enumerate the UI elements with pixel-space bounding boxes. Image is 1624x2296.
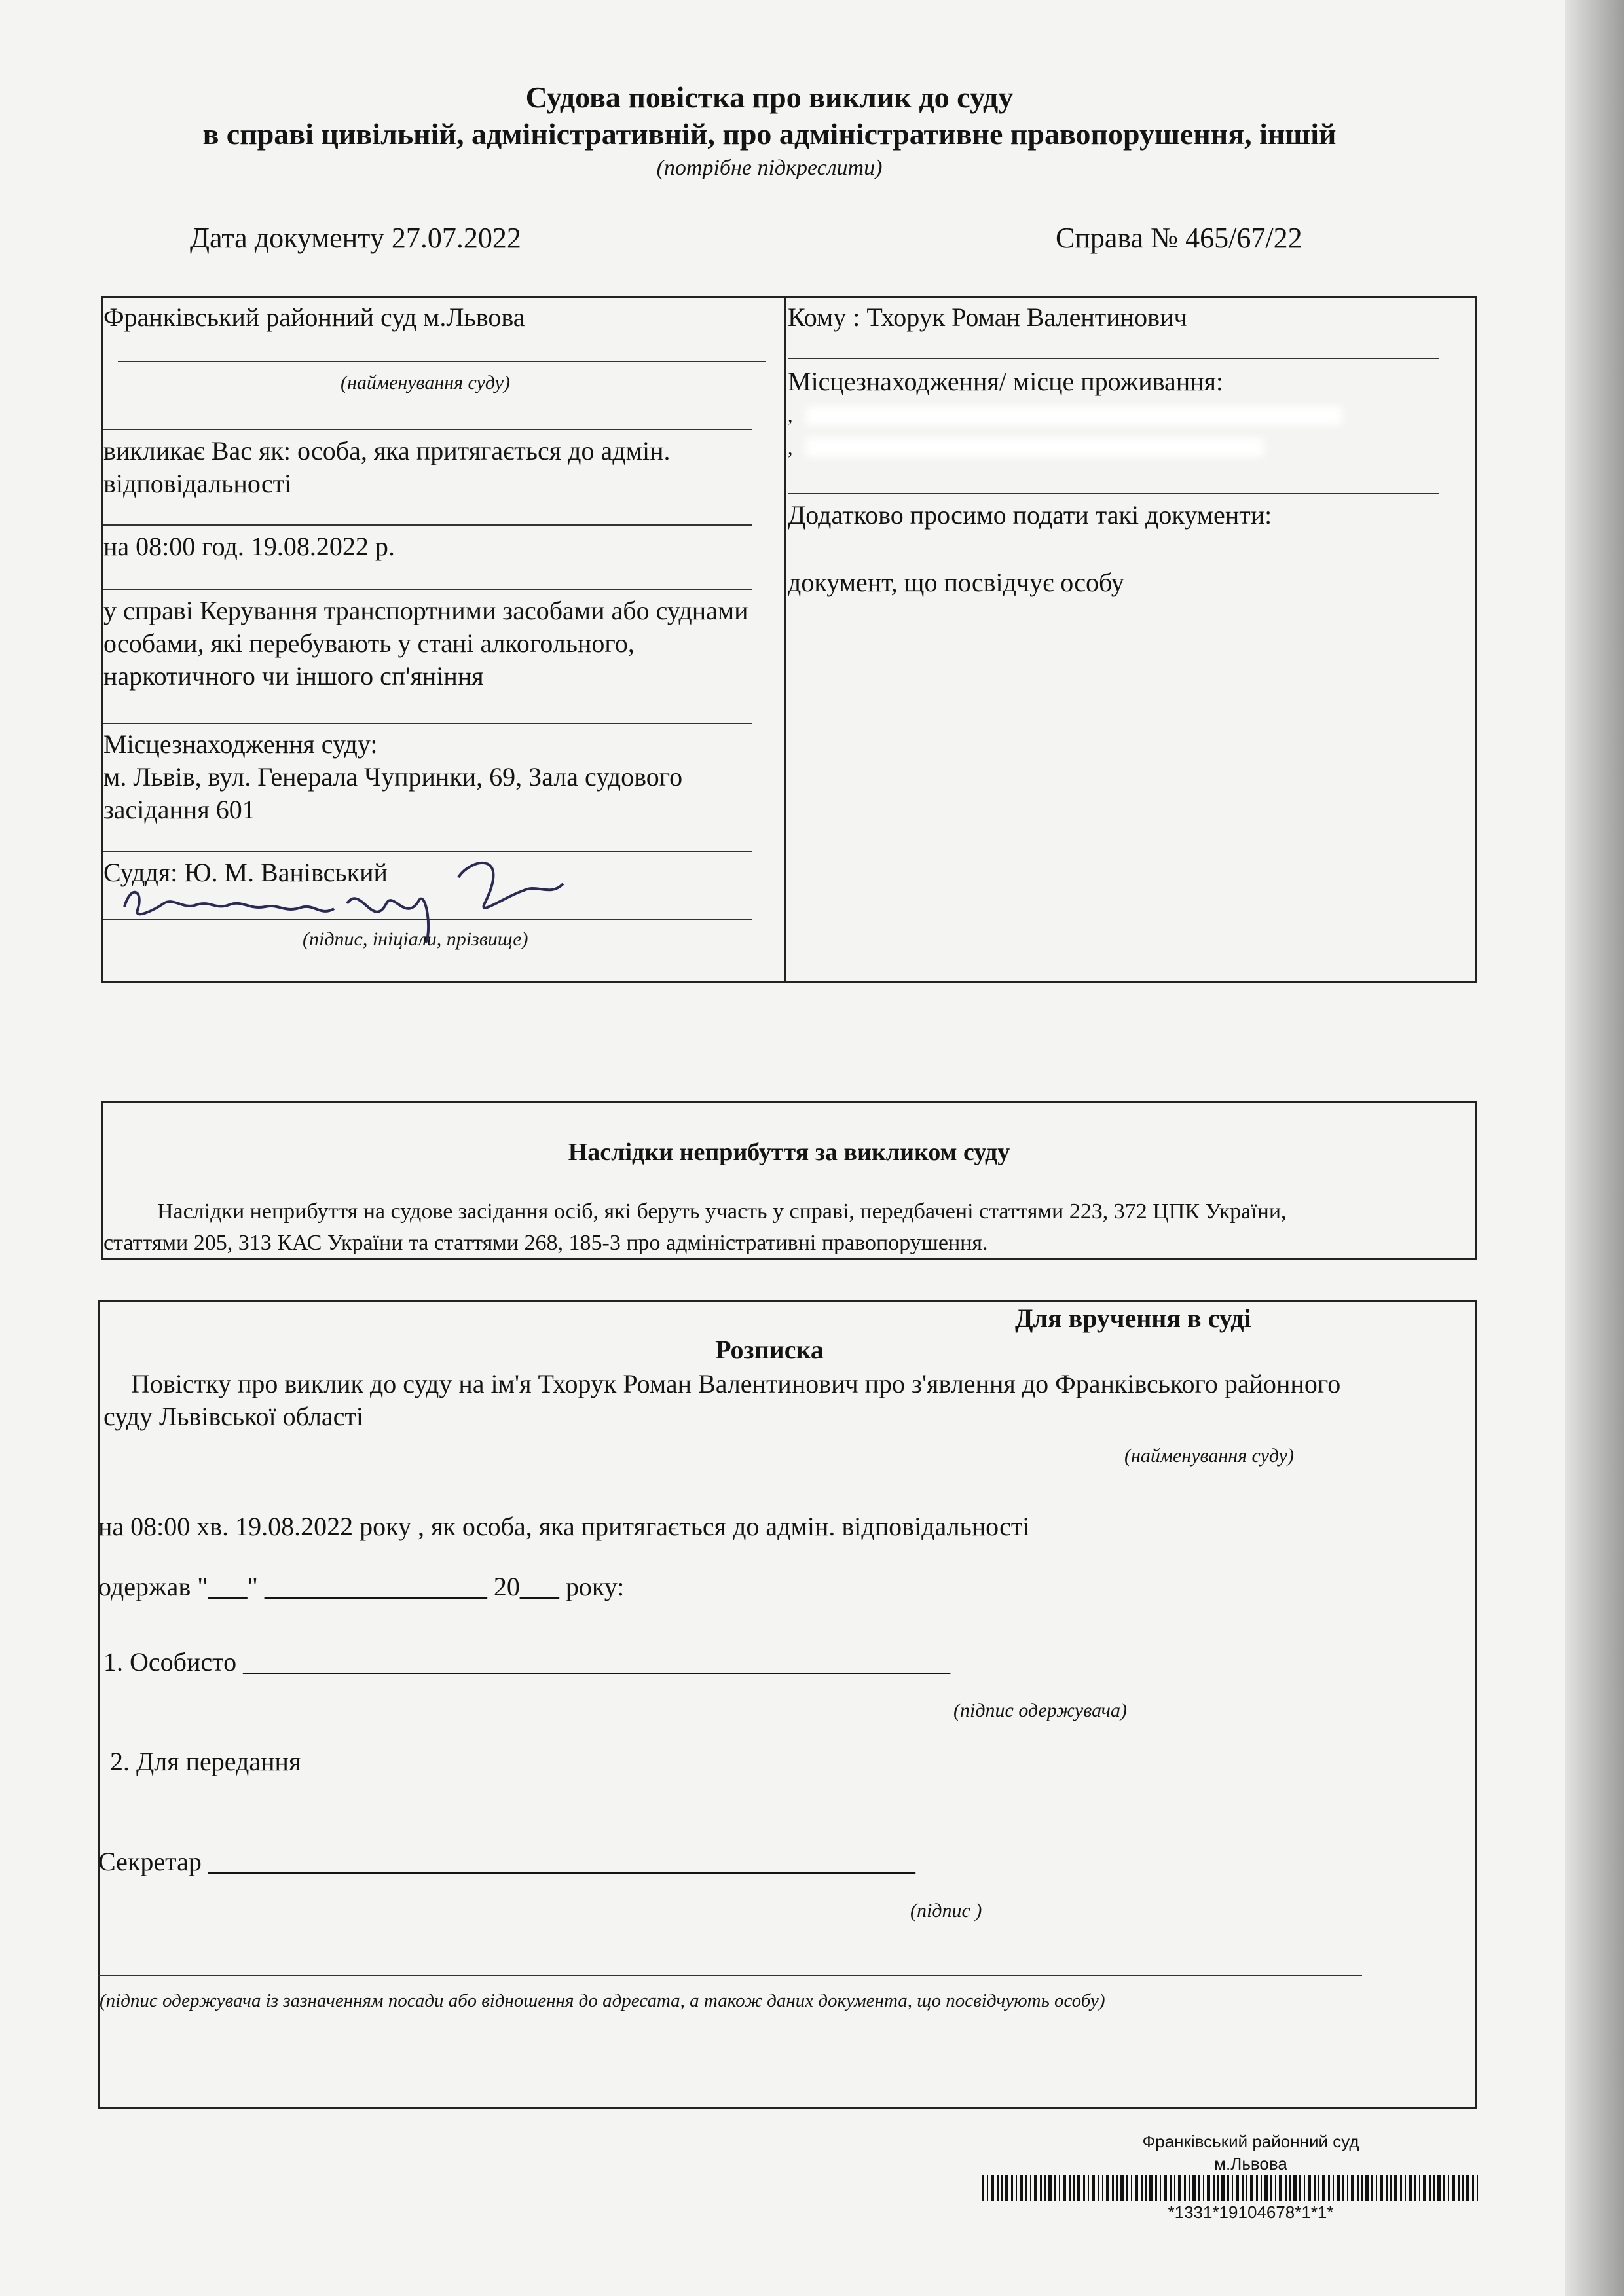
recipient-signature-line [98, 1975, 1362, 1976]
receipt-court-caption: (найменування суду) [1124, 1445, 1294, 1467]
footer-caption: (підпис одержувача із зазначенням посади або відношення до адресата, а також даних документа, що посвідчують особу) [100, 1990, 1105, 2011]
secretary-signature-caption: (підпис ) [910, 1900, 982, 1922]
separator [788, 493, 1439, 494]
separator [103, 524, 752, 526]
hearing-time: на 08:00 год. 19.08.2022 р. [103, 532, 395, 561]
court-stamp-line-1: Франківський районний суд [1142, 2132, 1359, 2151]
separator [103, 919, 752, 920]
residence-label: Місцезнаходження/ місце проживання: [788, 367, 1224, 396]
redacted-comma: , [788, 437, 793, 459]
separator [103, 429, 752, 430]
court-name-caption: (найменування суду) [341, 372, 510, 393]
column-divider [784, 296, 786, 983]
summons-as: викликає Вас як: особа, яка притягається до адмін. відповідальності [103, 436, 671, 498]
receipt-line-1: Повістку про виклик до суду на ім'я Тхорук Роман Валентинович про з'явлення до Франківського районного [131, 1369, 1341, 1398]
judge-name: Суддя: Ю. М. Ванівський [103, 858, 388, 887]
separator [103, 589, 752, 590]
for-court-delivery: Для вручення в суді [1015, 1303, 1251, 1333]
receipt-line-2: суду Львівської області [103, 1402, 364, 1431]
consequences-text-1: Наслідки неприбуття на судове засідання осіб, які беруть участь у справі, передбачені статтями 223, 372 ЦПК України, [157, 1199, 1287, 1224]
case-description: у справі Керування транспортними засобами або суднами особами, які перебувають у стані алкогольного, наркотичного чи іншого сп'яніння [103, 596, 748, 691]
barcode-number: *1331*19104678*1*1* [1168, 2202, 1334, 2222]
title-line-1: Судова повістка про виклик до суду [525, 81, 1014, 114]
barcode [982, 2175, 1480, 2201]
separator [103, 723, 752, 724]
documents-request: Додатково просимо подати такі документи: [788, 500, 1272, 530]
documents-value: документ, що посвідчує особу [788, 568, 1124, 597]
redacted-address [805, 437, 1264, 457]
page-edge-shadow [1565, 0, 1624, 2296]
signature-caption: (підпис, ініціали, прізвище) [303, 928, 528, 950]
case-number: Справа № 465/67/22 [1056, 222, 1302, 254]
title-line-2: в справі цивільній, адміністративній, про адміністративне правопорушення, іншій [202, 117, 1337, 151]
document-date: Дата документу 27.07.2022 [190, 222, 521, 254]
consequences-text-2: статтями 205, 313 КАС України та статтями 268, 185-3 про адміністративні правопорушення. [103, 1231, 988, 1255]
separator [788, 358, 1439, 359]
recipient-signature-caption: (підпис одержувача) [953, 1700, 1127, 1721]
court-location-value: м. Львів, вул. Генерала Чупринки, 69, Зала судового засідання 601 [103, 762, 683, 824]
received-date-line: одержав "___" _________________ 20___ року: [98, 1572, 625, 1601]
secretary-line: Секретар ______________________________________________________ [98, 1847, 915, 1876]
court-location-label: Місцезнаходження суду: [103, 729, 378, 759]
consequences-title: Наслідки неприбуття за викликом суду [568, 1139, 1010, 1166]
receipt-time-line: на 08:00 хв. 19.08.2022 року , як особа, яка притягається до адмін. відповідальності [98, 1512, 1030, 1541]
personally-line: 1. Особисто ______________________________________________________ [103, 1647, 951, 1677]
court-name-line [118, 361, 766, 362]
court-name: Франківський районний суд м.Львова [103, 302, 525, 332]
receipt-title: Розписка [715, 1335, 824, 1364]
underline-note: (потрібне підкреслити) [656, 156, 883, 180]
redacted-comma: , [788, 405, 793, 426]
redacted-address [805, 406, 1342, 426]
addressee: Кому : Тхорук Роман Валентинович [788, 302, 1187, 332]
court-stamp-line-2: м.Львова [1214, 2154, 1287, 2174]
transfer-line: 2. Для передання [110, 1747, 301, 1776]
